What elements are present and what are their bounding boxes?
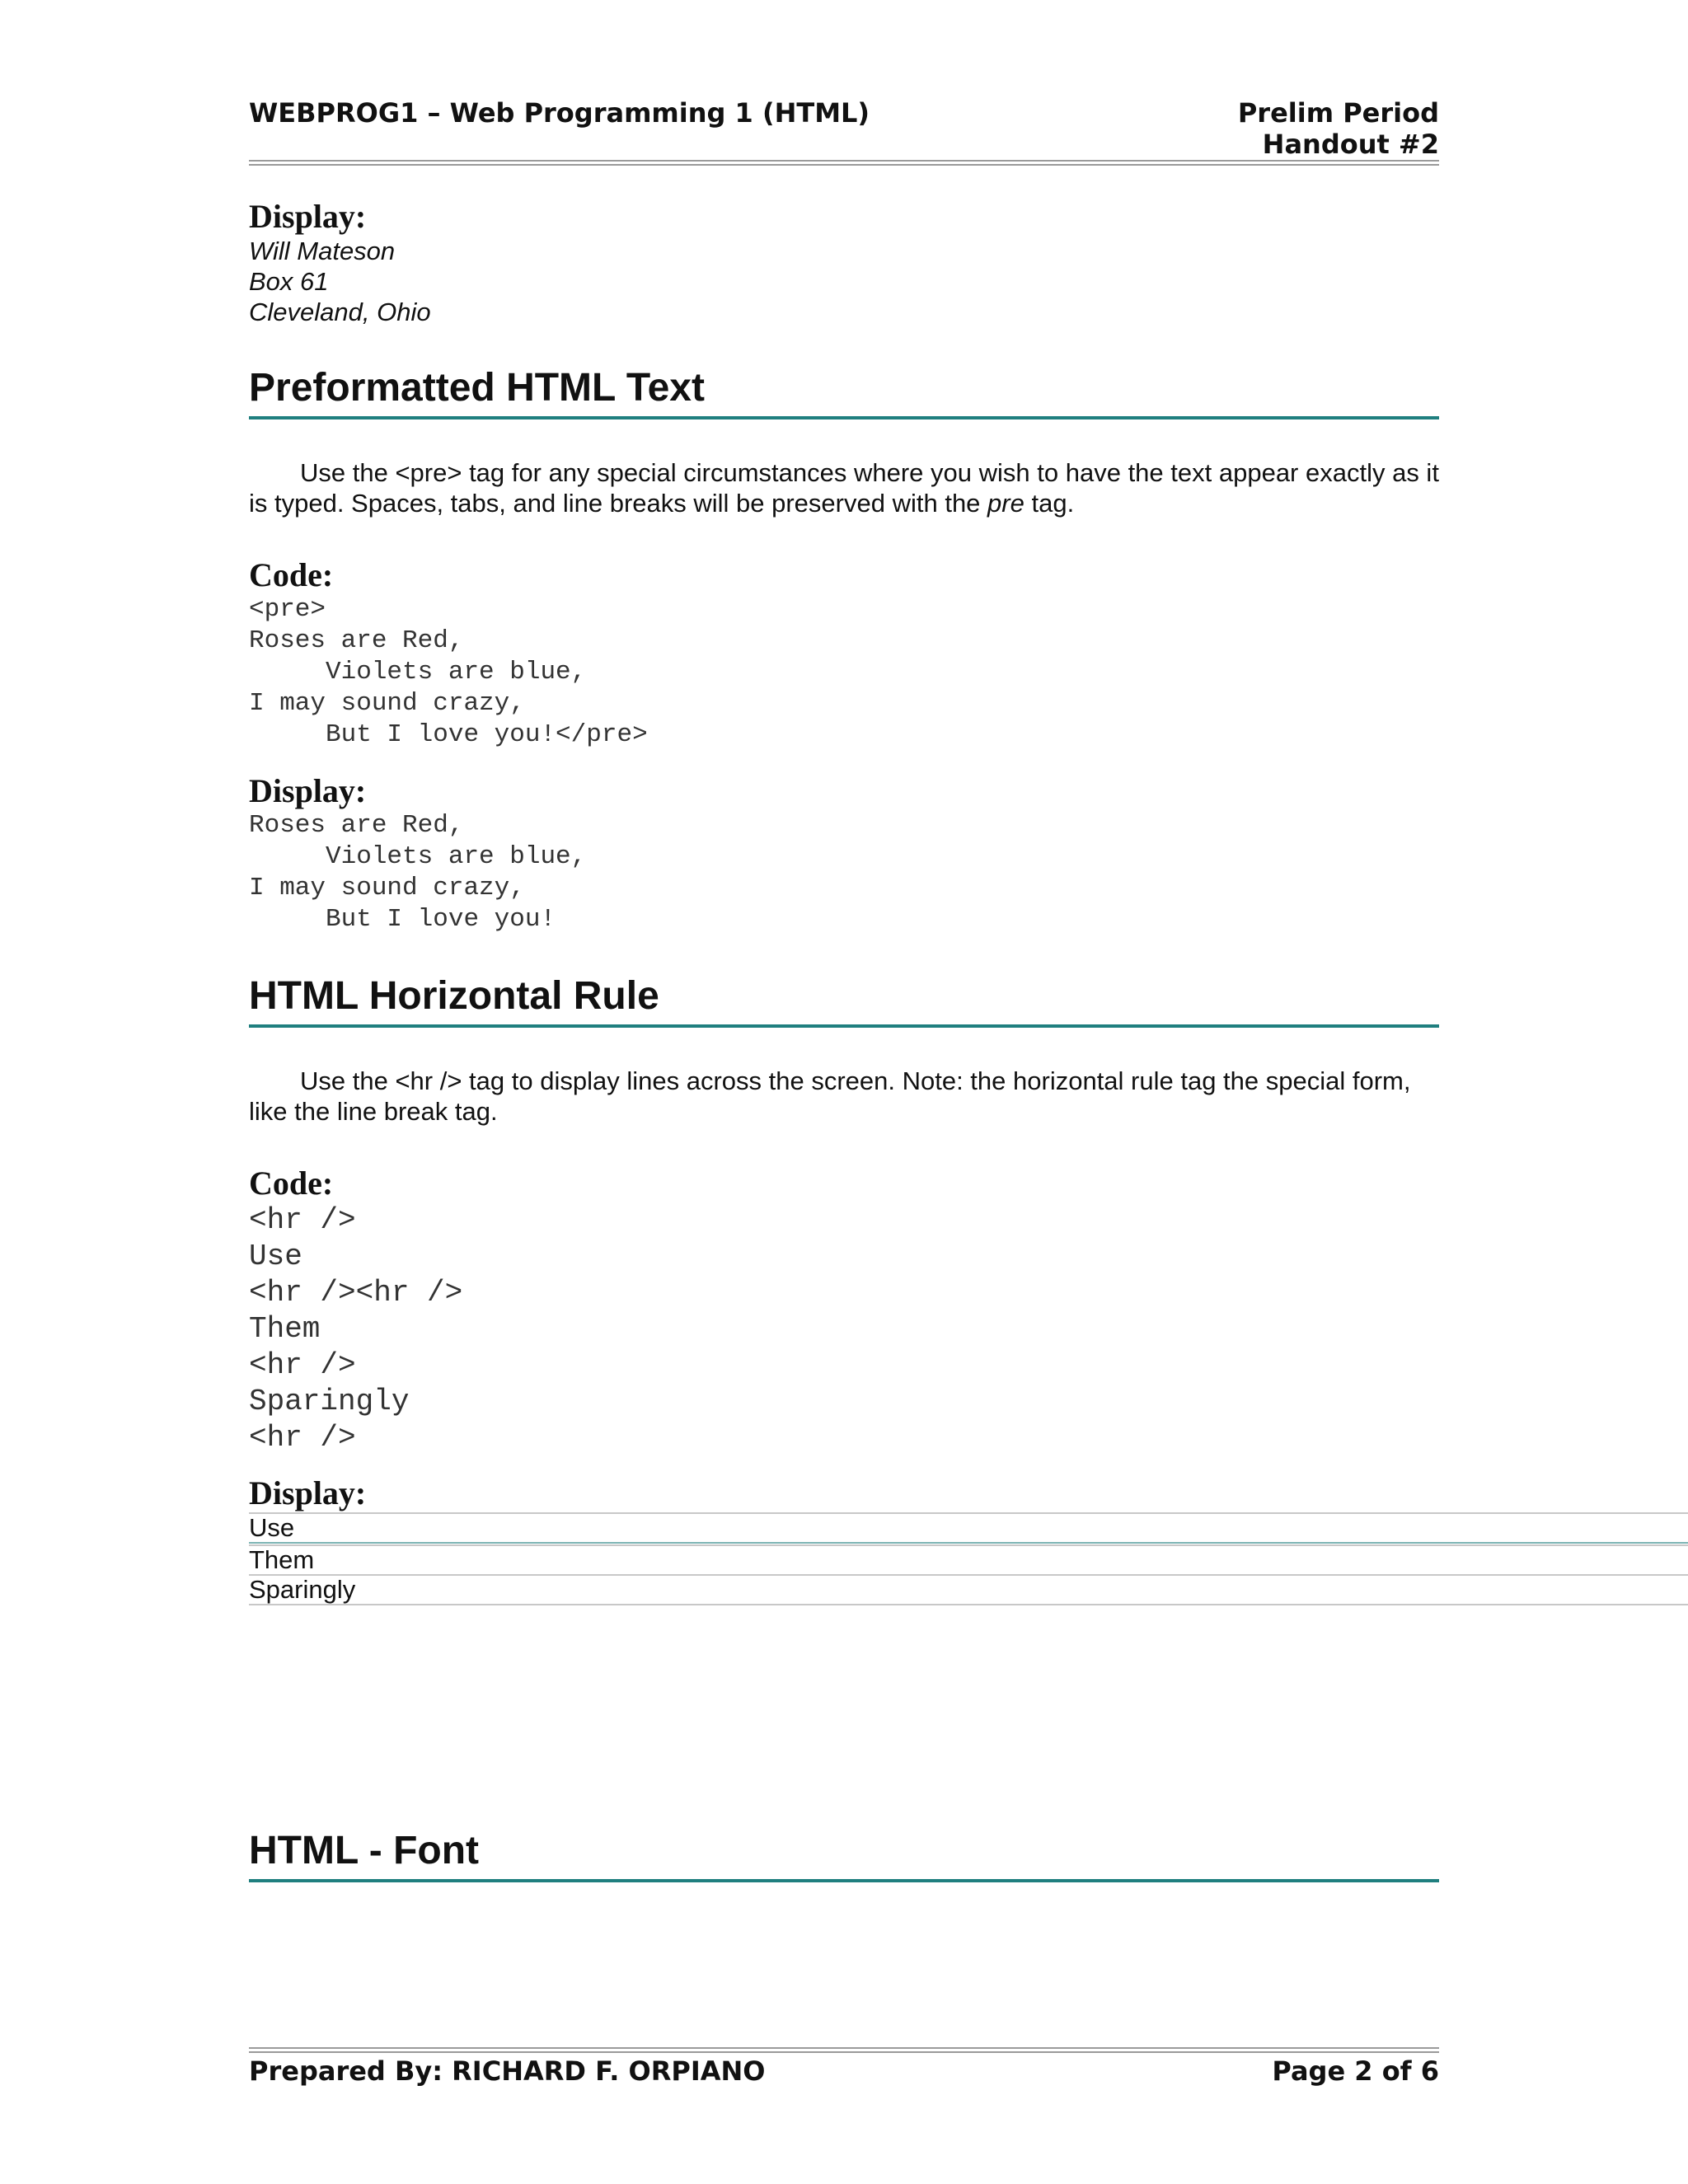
preformatted-intro — [249, 457, 1439, 518]
hr-code-label: Code: — [249, 1165, 334, 1202]
pre-display-label: Display: — [249, 772, 367, 809]
footer-divider — [249, 2047, 1439, 2053]
horizontal-rule — [249, 1604, 1688, 1605]
header-divider — [249, 160, 1439, 166]
pre-display-block: Roses are Red, Violets are blue, I may sound crazy, But I love you! — [249, 811, 587, 934]
address-display — [249, 236, 1439, 327]
pre-code-block: <pre> Roses are Red, Violets are blue, I may sound crazy, But I love you!</pre> — [249, 595, 648, 749]
page-header — [249, 97, 1439, 160]
hr-display-word: Them — [249, 1545, 315, 1574]
period-block — [1238, 97, 1439, 160]
section-title-font: HTML - Font — [249, 1826, 1439, 1882]
main-content — [249, 198, 1439, 1882]
intro-text: Use the <pre> tag for any special circumstances where you wish to have the text appear exactly as it is typed. Spaces, tabs, and line breaks will be preserved with the — [249, 458, 1439, 518]
course-title: WEBPROG1 – Web Programming 1 (HTML) — [249, 97, 870, 129]
intro-text-end: tag. — [1024, 489, 1075, 518]
hr-display-block — [249, 1512, 1688, 1605]
hr-display-word: Use — [249, 1513, 295, 1542]
horizontal-rule — [249, 1542, 1688, 1544]
period-label: Prelim Period — [1237, 97, 1439, 129]
section-title-preformatted: Preformatted HTML Text — [249, 363, 1439, 419]
address-line: Box 61 — [249, 267, 329, 296]
address-line: Cleveland, Ohio — [249, 298, 431, 326]
hr-display-word: Sparingly — [249, 1575, 356, 1604]
prepared-by: Prepared By: RICHARD F. ORPIANO — [249, 2055, 766, 2087]
page-footer — [249, 2055, 1439, 2087]
handout-number: Handout #2 — [1262, 129, 1439, 160]
page-number: Page 2 of 6 — [1272, 2055, 1439, 2087]
hr-display-label: Display: — [249, 1474, 367, 1511]
address-line: Will Mateson — [249, 237, 396, 265]
pre-code-label: Code: — [249, 556, 334, 593]
address-display-label: Display: — [249, 198, 367, 235]
intro-emphasis: pre — [987, 489, 1025, 518]
hr-code-block: <hr /> Use <hr /><hr /> Them <hr /> Sparingly <hr /> — [249, 1203, 463, 1455]
section-title-horizontal-rule: HTML Horizontal Rule — [249, 972, 1439, 1028]
hr-intro: Use the <hr /> tag to display lines across the screen. Note: the horizontal rule tag the special form, like the line break tag. — [249, 1066, 1411, 1126]
